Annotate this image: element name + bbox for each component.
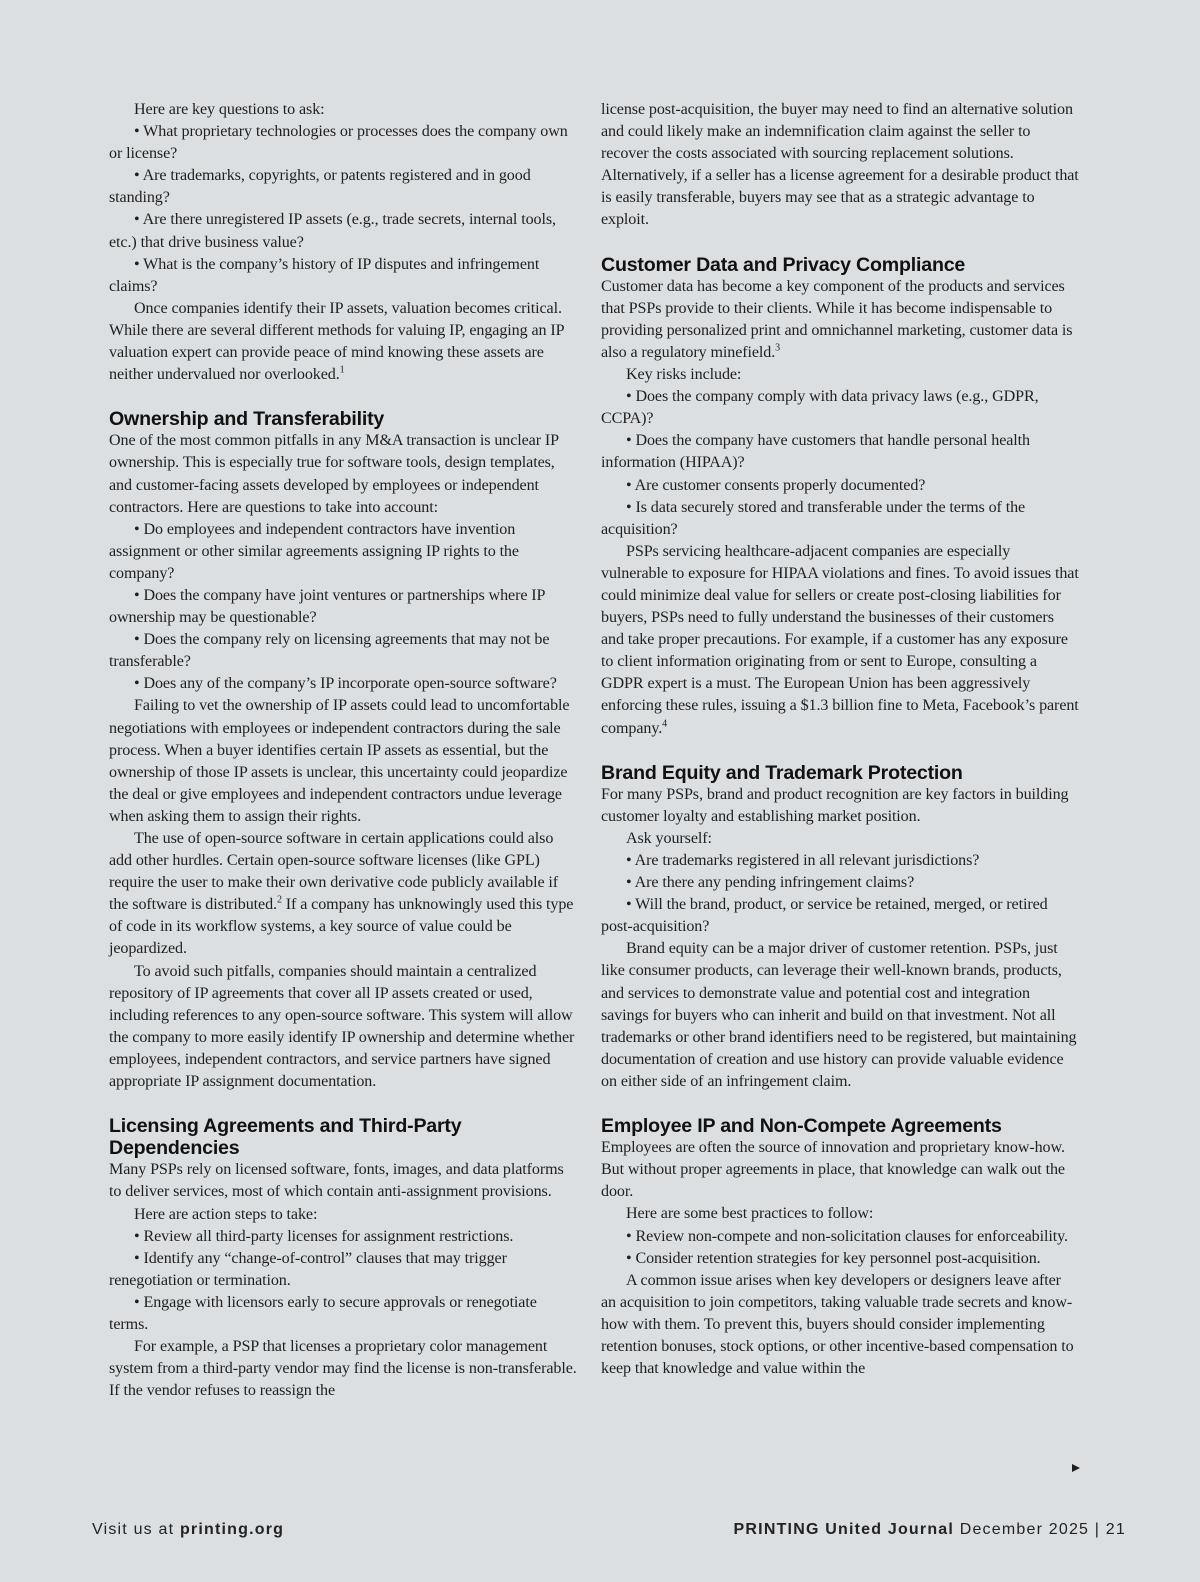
bullet-item (109, 629, 579, 673)
footnote-marker: 1 (339, 364, 345, 376)
body-paragraph (109, 298, 579, 386)
footer-site-link[interactable]: printing.org (179, 1521, 285, 1538)
paragraph-text: • Review all third-party licenses for assignment restrictions. (134, 1227, 514, 1245)
intro-section (109, 99, 579, 386)
paragraph-text: Brand equity can be a major driver of customer retention. PSPs, just like consumer products, can leverage their well-known brands, products, and services to demonstrate value and potential cost and integration savings for buyers who can inherit and build on that investment. Not all trademarks or other brand identifiers need to be registered, but maintaining documentation of creation and use history can provide valuable evidence on either side of an infringement claim. (601, 940, 1077, 1090)
paragraph-text: • Does the company comply with data privacy laws (e.g., GDPR, CCPA)? (601, 388, 1039, 428)
paragraph-text: If a company has unknowingly used this type of code in its workflow systems, a key source of value could be jeopardized. (109, 896, 574, 958)
paragraph-text: • What proprietary technologies or processes does the company own or license? (109, 123, 568, 163)
body-paragraph (601, 1203, 1079, 1225)
paragraph-text: • Will the brand, product, or service be retained, merged, or retired post-acquisition? (601, 896, 1048, 936)
left-column (109, 99, 579, 1402)
paragraph-text: Many PSPs rely on licensed software, fonts, images, and data platforms to deliver services, most of which contain anti-assignment provisions. (109, 1161, 564, 1201)
section-heading: Licensing Agreements and Third-Party Dependencies (109, 1115, 462, 1160)
privacy-section (601, 254, 1079, 740)
body-paragraph (109, 828, 579, 961)
paragraph-text: Here are action steps to take: (134, 1205, 318, 1223)
ownership-section (109, 408, 579, 1093)
body-paragraph (601, 541, 1079, 740)
footer-folio (734, 1521, 1126, 1539)
bullet-item (109, 1226, 579, 1248)
section-heading: Employee IP and Non-Compete Agreements (601, 1115, 1002, 1138)
paragraph-text: For example, a PSP that licenses a proprietary color management system from a third-party vendor may find the license is non-transferable. If the vendor refuses to reassign the (109, 1338, 577, 1400)
footer-visit (92, 1521, 284, 1539)
body-paragraph (109, 695, 579, 828)
lead-paragraph (601, 1137, 1079, 1203)
footer-visit-prefix: Visit us at (92, 1521, 175, 1538)
bullet-item (109, 585, 579, 629)
body-paragraph (109, 99, 579, 121)
paragraph-text: • Does the company have joint ventures or partnerships where IP ownership may be questionable? (109, 586, 545, 627)
paragraph-text: • Does any of the company’s IP incorporate open-source software? (134, 675, 557, 693)
brand-section (601, 762, 1079, 1093)
footnote-marker: 3 (775, 342, 781, 354)
paragraph-text: • Is data securely stored and transferable under the terms of the acquisition? (601, 498, 1026, 538)
paragraph-text: Customer data has become a key component of the products and services that PSPs provide to their clients. While it has become indispensable to providing personalized print and omnichannel marketing, customer data is also a regulatory minefield. (601, 277, 1073, 361)
paragraph-text: Once companies identify their IP assets, valuation becomes critical. While there are several different methods for valuing IP, engaging an IP valuation expert can provide peace of mind knowing these assets are neither undervalued nor overlooked. (109, 299, 564, 384)
bullet-item (601, 850, 1079, 872)
section-heading: Customer Data and Privacy Compliance (601, 253, 966, 276)
bullet-item (109, 1248, 579, 1292)
bullet-item (109, 254, 579, 298)
lead-paragraph (109, 430, 579, 518)
bullet-item (109, 1292, 579, 1336)
licensing-section (109, 1115, 579, 1402)
paragraph-text: • Are customer consents properly documented? (626, 476, 926, 494)
footer-journal-name: PRINTING United Journal (733, 1521, 955, 1538)
employee-section (601, 1115, 1079, 1380)
continue-arrow-icon (1072, 1464, 1080, 1472)
body-paragraph (109, 1336, 579, 1402)
paragraph-text: One of the most common pitfalls in any M&A transaction is unclear IP ownership. This is especially true for software tools, design templates, and customer-facing assets developed by employees or independent contractors. Here are questions to take into account: (109, 432, 559, 516)
lead-paragraph (601, 784, 1079, 828)
bullet-item (601, 1226, 1079, 1248)
body-paragraph (109, 961, 579, 1094)
paragraph-text: Here are key questions to ask: (134, 101, 325, 118)
bullet-item (109, 519, 579, 585)
section-heading: Brand Equity and Trademark Protection (601, 761, 963, 784)
bullet-item (601, 497, 1079, 541)
body-paragraph (109, 1204, 579, 1226)
bullet-item (601, 894, 1079, 938)
bullet-item (601, 430, 1079, 474)
paragraph-text: Key risks include: (626, 366, 742, 384)
paragraph-text: Ask yourself: (626, 829, 712, 847)
bullet-item (601, 872, 1079, 894)
body-paragraph (601, 938, 1079, 1093)
paragraph-text: To avoid such pitfalls, companies should maintain a centralized repository of IP agreements that cover all IP assets created or used, including references to any open-source software. This system will allow the company to more easily identify IP ownership and determine whether employees, independent contractors, and service partners have signed appropriate IP assignment documentation. (109, 962, 575, 1091)
body-paragraph (601, 364, 1079, 386)
paragraph-text: • Are there any pending infringement claims? (626, 874, 915, 892)
paragraph-text: • Identify any “change-of-control” clauses that may trigger renegotiation or termination. (109, 1249, 507, 1289)
footnote-marker: 2 (276, 894, 282, 906)
footnote-marker: 4 (662, 718, 668, 730)
paragraph-text: Here are some best practices to follow: (626, 1205, 874, 1223)
continued-paragraph: license post-acquisition, the buyer may need to find an alternative solution and could likely make an indemnification claim against the seller to recover the costs associated with sourcing replacement solutions. Alternatively, if a seller has a license agreement for a desirable product that is easily transferable, buyers may see that as a strategic advantage to exploit. (601, 101, 1079, 229)
bullet-item (109, 165, 579, 209)
footer-issue-page: December 2025 | 21 (959, 1521, 1126, 1538)
paragraph-text: For many PSPs, brand and product recognition are key factors in building customer loyalty and establishing market position. (601, 785, 1069, 825)
bullet-item (109, 121, 579, 165)
paragraph-text: The use of open-source software in certain applications could also add other hurdles. Certain open-source software licenses (like GPL) require the user to make their own derivative code publicly available if the software is distributed. (109, 830, 559, 914)
paragraph-text: • Are trademarks, copyrights, or patents registered and in good standing? (109, 167, 531, 207)
paragraph-text: Employees are often the source of innovation and proprietary know-how. But without proper agreements in place, that knowledge can walk out the door. (601, 1139, 1065, 1201)
section-heading: Ownership and Transferability (109, 408, 385, 431)
paragraph-text: • What is the company’s history of IP disputes and infringement claims? (109, 255, 540, 295)
lead-paragraph (601, 276, 1079, 364)
paragraph-text: PSPs servicing healthcare-adjacent companies are especially vulnerable to exposure for HIPAA violations and fines. To avoid issues that could minimize deal value for sellers or create post-closing liabilities for buyers, PSPs need to fully understand the businesses of their customers and take proper precautions. For example, if a customer has any exposure to client information originating from or sent to Europe, consulting a GDPR expert is a must. The European Union has been aggressively enforcing these rules, issuing a $1.3 billion fine to Meta, Facebook’s parent company. (601, 542, 1079, 737)
paragraph-text: A common issue arises when key developers or designers leave after an acquisition to join competitors, taking valuable trade secrets and know-how with them. To prevent this, buyers should consider implementing retention bonuses, stock options, or other incentive-based compensation to keep that knowledge and value within the (601, 1271, 1074, 1378)
bullet-item (109, 673, 579, 695)
paragraph-text: • Review non-compete and non-solicitation clauses for enforceability. (626, 1227, 1068, 1245)
lead-paragraph (109, 1159, 579, 1203)
bullet-item (601, 475, 1079, 497)
right-column (601, 99, 1079, 1380)
paragraph-text: • Consider retention strategies for key personnel post-acquisition. (626, 1249, 1041, 1267)
bullet-item (601, 386, 1079, 430)
paragraph-text: Failing to vet the ownership of IP assets could lead to uncomfortable negotiations with employees or independent contractors during the sale process. When a buyer identifies certain IP assets as essential, but the ownership of those IP assets is unclear, this uncertainty could jeopardize the deal or give employees and independent contractors undue leverage when asking them to assign their rights. (109, 697, 570, 825)
paragraph-text: • Does the company have customers that handle personal health information (HIPAA)? (601, 432, 1030, 472)
paragraph-text: • Do employees and independent contractors have invention assignment or other similar agreements assigning IP rights to the company? (109, 520, 519, 582)
paragraph-text: • Are there unregistered IP assets (e.g., trade secrets, internal tools, etc.) that drive business value? (109, 211, 556, 251)
bullet-item (109, 209, 579, 253)
bullet-item (601, 1248, 1079, 1270)
paragraph-text: • Does the company rely on licensing agreements that may not be transferable? (109, 631, 550, 671)
body-paragraph (601, 828, 1079, 850)
paragraph-text: • Are trademarks registered in all relevant jurisdictions? (626, 852, 980, 869)
paragraph-text: • Engage with licensors early to secure approvals or renegotiate terms. (109, 1293, 537, 1333)
body-paragraph (601, 1270, 1079, 1380)
